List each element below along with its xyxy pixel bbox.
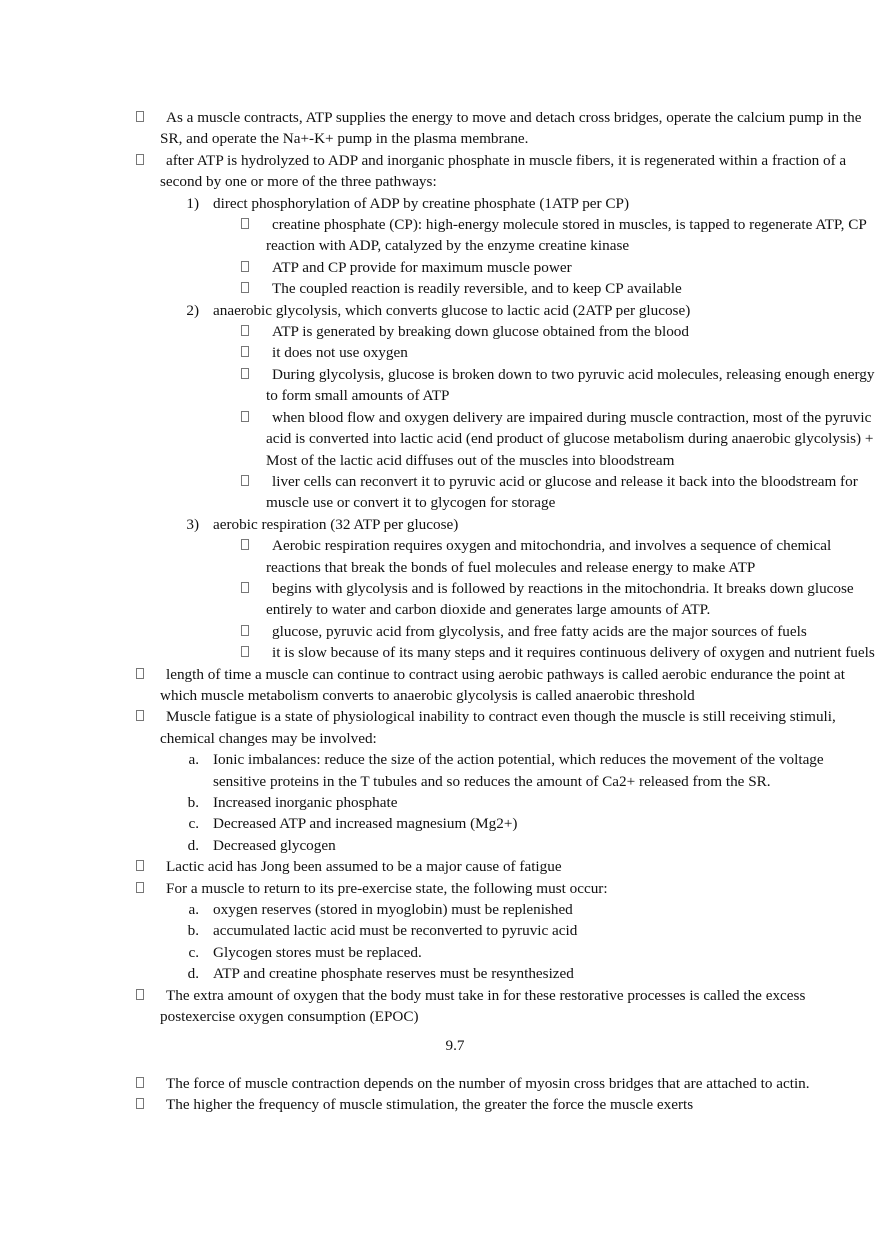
bullet-item [0,985,880,1028]
bullet-glyph-icon [136,1077,144,1088]
fatigue-item [0,749,880,792]
item-text: Decreased glycogen [213,836,336,854]
sub-bullet-text: begins with glycolysis and is followed by reactions in the mitochondria. It breaks down glucose entirely to water and carbon dioxide and generates large amounts of ATP. [266,579,854,619]
sub-bullet-item [0,642,880,663]
sub-bullet-item [0,214,880,257]
section-number: 9.7 [445,1037,465,1055]
sub-bullet-text: creatine phosphate (CP): high-energy molecule stored in muscles, is tapped to regenerate ATP, CP reaction with ADP, catalyzed by the enzyme creatine kinase [266,216,867,255]
bullet-glyph-icon [241,261,249,272]
bullet-glyph-icon [241,368,249,379]
bullet-text: The higher the frequency of muscle stimulation, the greater the force the muscle exerts [166,1096,694,1114]
bullet-glyph-icon [136,989,144,1000]
bullet-text: As a muscle contracts, ATP supplies the energy to move and detach cross bridges, operate the calcium pump in the SR, and operate the Na+-K+ pump in the plasma membrane. [160,109,862,148]
bullet-glyph-icon [241,582,249,593]
fatigue-item [0,813,880,834]
bullet-glyph-icon [241,475,249,486]
recovery-item [0,899,880,920]
pathway-title: aerobic respiration (32 ATP per glucose) [213,515,459,533]
bullet-item [0,1073,880,1094]
bullet-item [0,107,880,150]
sub-bullet-text: Aerobic respiration requires oxygen and mitochondria, and involves a sequence of chemical reactions that break the bonds of fuel molecules and release energy to make ATP [266,537,832,576]
sub-bullet-item [0,535,880,578]
bullet-item [0,1094,880,1115]
fatigue-item [0,792,880,813]
item-text: Glycogen stores must be replaced. [213,943,422,961]
bullet-item [0,664,880,707]
pathway-heading [0,300,880,321]
bullet-text: Lactic acid has Jong been assumed to be a major cause of fatigue [166,858,562,876]
item-letter: d. [187,836,199,854]
sub-bullet-text: The coupled reaction is readily reversible, and to keep CP available [272,280,682,298]
recovery-item [0,920,880,941]
pathway-number: 2) [186,301,199,319]
sub-bullet-item [0,364,880,407]
item-letter: b. [187,922,199,940]
item-text: Increased inorganic phosphate [213,794,398,811]
item-text: Decreased ATP and increased magnesium (Mg2+) [213,815,518,833]
bullet-glyph-icon [136,882,144,893]
bullet-glyph-icon [241,411,249,422]
sub-bullet-text: it is slow because of its many steps and it requires continuous delivery of oxygen and nutrient fuels [272,644,875,662]
sub-bullet-text: ATP is generated by breaking down glucose obtained from the blood [272,323,689,341]
item-text: Ionic imbalances: reduce the size of the action potential, which reduces the movement of the voltage sensitive proteins in the T tubules and so reduces the amount of Ca2+ released from the SR. [213,751,824,790]
bullet-glyph-icon [136,154,144,165]
recovery-item [0,963,880,984]
item-letter: d. [187,965,199,983]
bullet-text: The extra amount of oxygen that the body must take in for these restorative processes is called the excess postexercise oxygen consumption (EPOC) [160,986,806,1026]
bullet-item [0,706,880,749]
bullet-item [0,150,880,193]
pathway-title: anaerobic glycolysis, which converts glucose to lactic acid (2ATP per glucose) [213,301,691,319]
bullet-glyph-icon [136,1098,144,1109]
sub-bullet-item [0,578,880,621]
bullet-glyph-icon [241,282,249,293]
item-letter: c. [188,815,199,833]
pathway-heading [0,514,880,535]
sub-bullet-item [0,321,880,342]
bullet-text: after ATP is hydrolyzed to ADP and inorganic phosphate in muscle fibers, it is regenerated within a fraction of a second by one or more of the three pathways: [160,151,847,191]
bullet-text: The force of muscle contraction depends on the number of myosin cross bridges that are attached to actin. [166,1074,810,1092]
bullet-glyph-icon [136,860,144,871]
bullet-item [0,856,880,877]
item-letter: a. [188,751,199,769]
bullet-glyph-icon [241,325,249,336]
sub-bullet-text: liver cells can reconvert it to pyruvic acid or glucose and release it back into the bloodstream for muscle use or convert it to glycogen for storage [266,472,858,512]
bullet-glyph-icon [241,539,249,550]
sub-bullet-text: it does not use oxygen [272,344,408,362]
document-page [0,107,880,1116]
recovery-item [0,942,880,963]
pathway-number: 3) [186,515,199,533]
bullet-glyph-icon [241,346,249,357]
sub-bullet-text: During glycolysis, glucose is broken down to two pyruvic acid molecules, releasing enough energy to form small amounts of ATP [266,365,875,405]
bullet-item [0,878,880,899]
item-letter: a. [188,901,199,919]
sub-bullet-item [0,407,880,471]
sub-bullet-text: when blood flow and oxygen delivery are impaired during muscle contraction, most of the pyruvic acid is converted into lactic acid (end product of glucose metabolism during anaerobic glycolysis) + Most of the lactic acid diffuses out of the muscles into bloodstream [266,408,874,469]
bullet-glyph-icon [241,218,249,229]
bullet-text: Muscle fatigue is a state of physiological inability to contract even though the muscle is still receiving stimuli, chemical changes may be involved: [160,708,836,747]
item-text: ATP and creatine phosphate reserves must be resynthesized [213,965,574,983]
item-text: oxygen reserves (stored in myoglobin) must be replenished [213,901,573,919]
sub-bullet-text: ATP and CP provide for maximum muscle power [272,258,572,276]
pathway-number: 1) [186,194,199,212]
sub-bullet-item [0,342,880,363]
pathway-title: direct phosphorylation of ADP by creatine phosphate (1ATP per CP) [213,194,630,212]
fatigue-item [0,835,880,856]
sub-bullet-item [0,621,880,642]
bullet-glyph-icon [241,646,249,657]
sub-bullet-item [0,257,880,278]
bullet-text: length of time a muscle can continue to contract using aerobic pathways is called aerobic endurance the point at which muscle metabolism converts to anaerobic glycolysis is called anaerobic threshold [160,665,845,704]
pathway-heading [0,193,880,214]
bullet-glyph-icon [136,111,144,122]
sub-bullet-text: glucose, pyruvic acid from glycolysis, and free fatty acids are the major sources of fuels [272,622,807,640]
sub-bullet-item [0,471,880,514]
bullet-text: For a muscle to return to its pre-exercise state, the following must occur: [166,879,608,897]
sub-bullet-item [0,278,880,299]
bullet-glyph-icon [136,710,144,721]
item-letter: b. [187,794,199,811]
item-text: accumulated lactic acid must be reconverted to pyruvic acid [213,922,578,940]
item-letter: c. [188,943,199,961]
bullet-glyph-icon [136,668,144,679]
bullet-glyph-icon [241,625,249,636]
